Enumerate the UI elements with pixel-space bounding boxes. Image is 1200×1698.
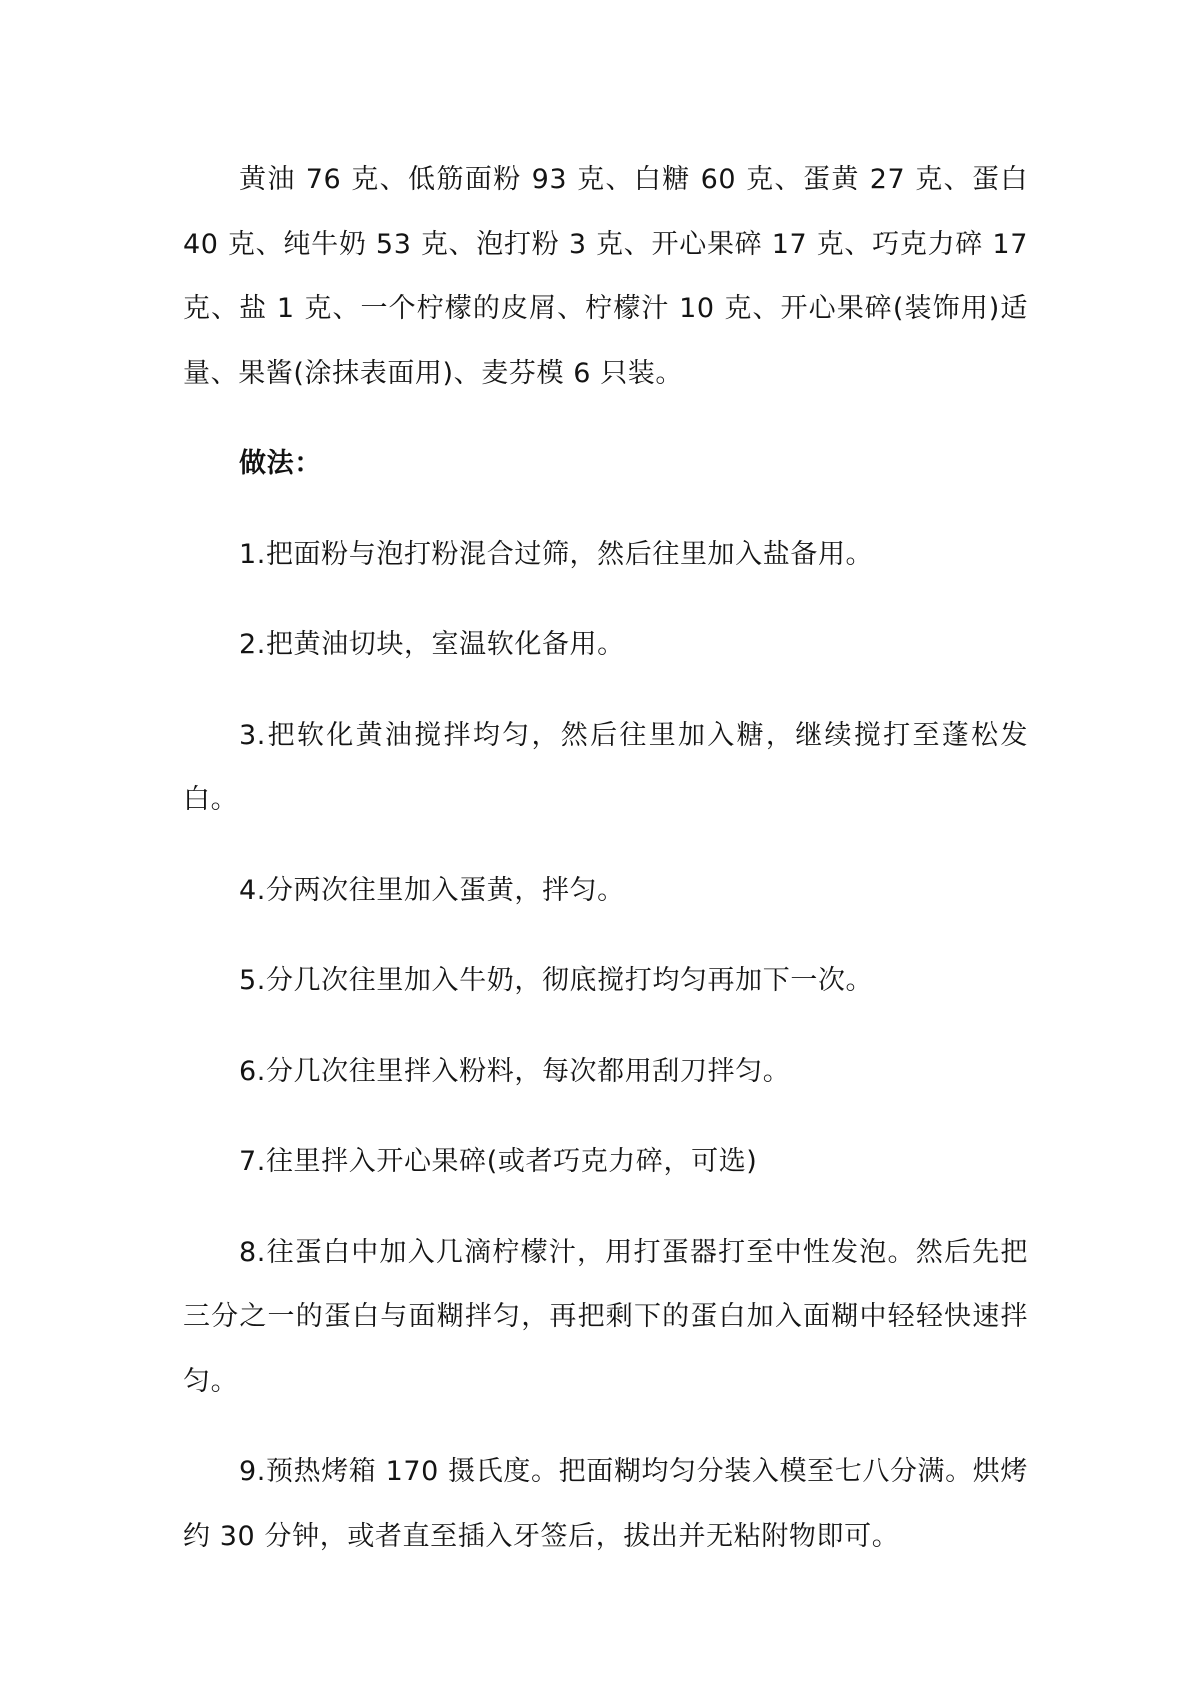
step-7: 7.往里拌入开心果碎(或者巧克力碎，可选): [239, 1146, 758, 1177]
step-4: 4.分两次往里加入蛋黄，拌匀。: [239, 874, 625, 906]
step-2: 2.把黄油切块，室温软化备用。: [239, 629, 625, 660]
method-heading: 做法：: [239, 448, 322, 479]
step-9: 9.预热烤箱 170 摄氏度。把面糊均匀分装入模至七八分满。烘烤约 30 分钟，或者直至插入牙签后，拔出并无粘附物即可。: [183, 1456, 1028, 1552]
ingredients-paragraph: 黄油 76 克、低筋面粉 93 克、白糖 60 克、蛋黄 27 克、蛋白 40 克、纯牛奶 53 克、泡打粉 3 克、开心果碎 17 克、巧克力碎 17 克、盐 1 克、一个柠檬的皮屑、柠檬汁 10 克、开心果碎(装饰用)适量、果酱(涂抹表面用)、麦芬模 6 只装。: [183, 164, 1028, 389]
step-1: 1.把面粉与泡打粉混合过筛，然后往里加入盐备用。: [239, 538, 874, 570]
document-body: [183, 148, 1028, 1595]
step-8: 8.往蛋白中加入几滴柠檬汁，用打蛋器打至中性发泡。然后先把三分之一的蛋白与面糊拌匀，再把剩下的蛋白加入面糊中轻轻快速拌匀。: [183, 1236, 1028, 1397]
step-3: 3.把软化黄油搅拌均匀，然后往里加入糖，继续搅打至蓬松发白。: [183, 719, 1028, 815]
step-6: 6.分几次往里拌入粉料，每次都用刮刀拌匀。: [239, 1055, 791, 1087]
step-5: 5.分几次往里加入牛奶，彻底搅打均匀再加下一次。: [239, 965, 874, 996]
